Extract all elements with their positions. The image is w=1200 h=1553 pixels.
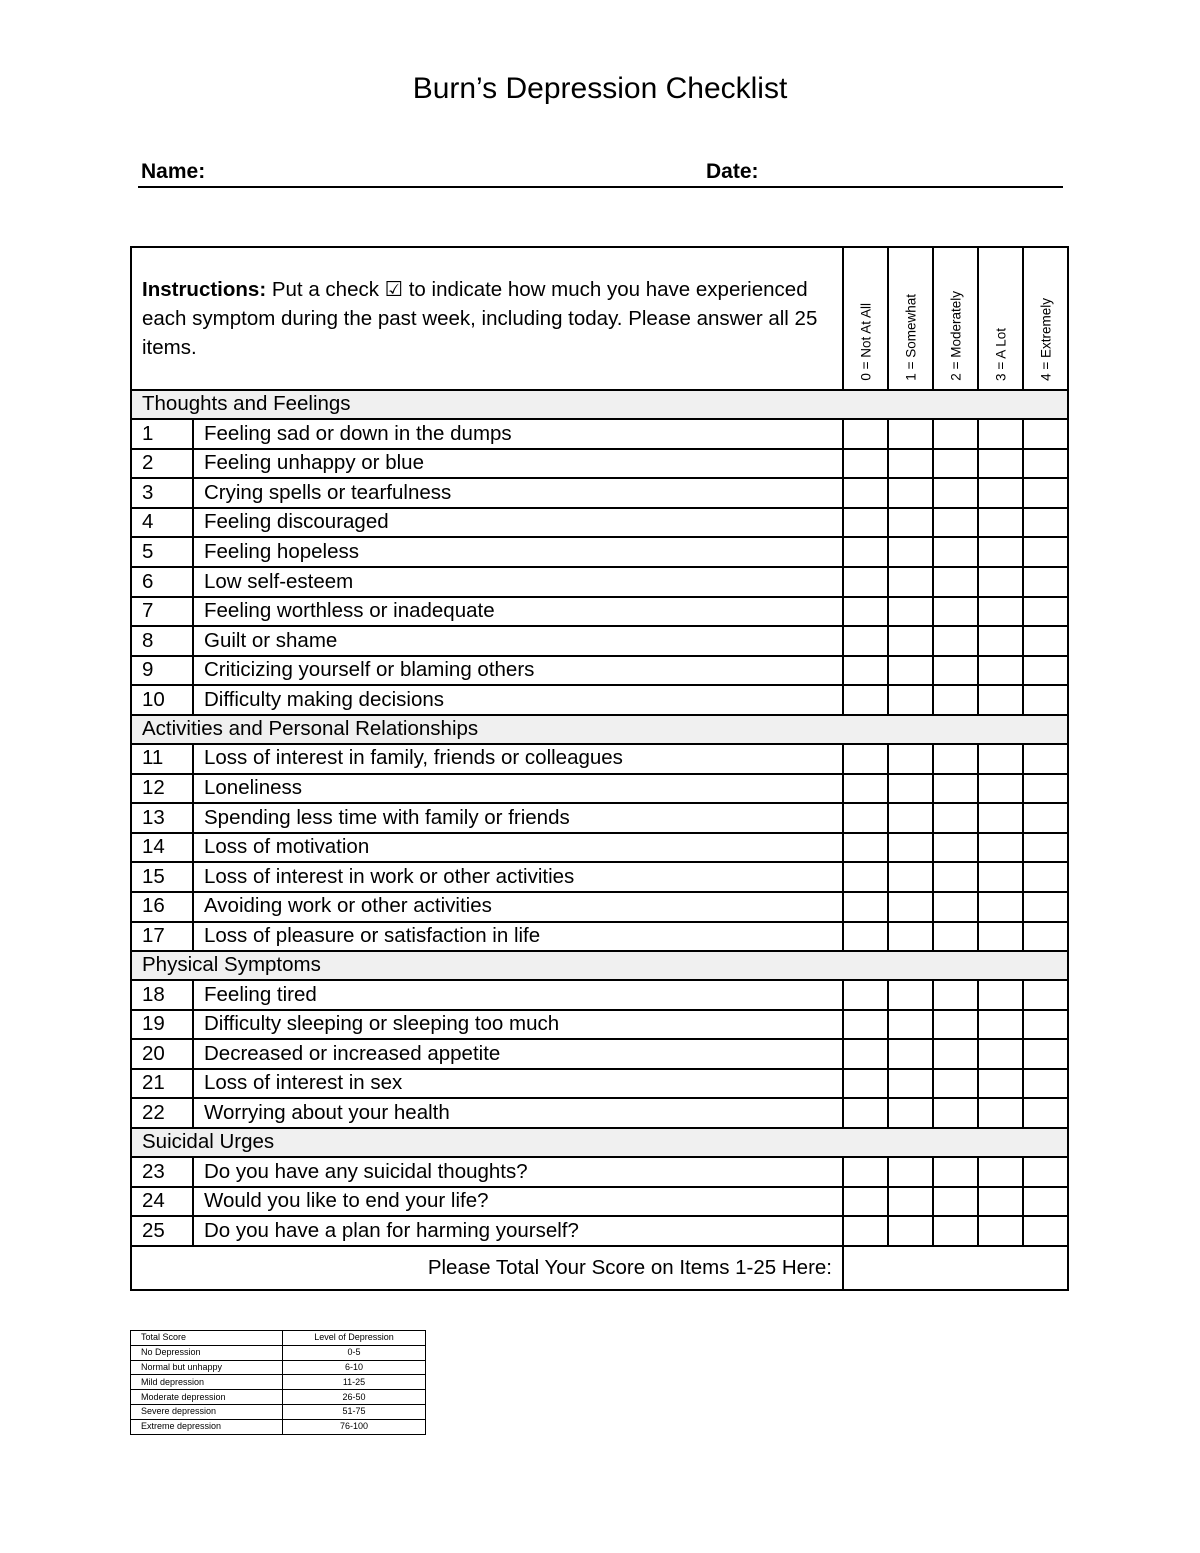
item-row xyxy=(131,537,1068,567)
score-level: Mild depression xyxy=(131,1375,283,1390)
item-text: Low self-esteem xyxy=(193,567,843,597)
section-row xyxy=(131,390,1068,419)
check-box-0[interactable] xyxy=(843,980,888,1010)
check-box-2[interactable] xyxy=(933,1216,978,1246)
item-text: Guilt or shame xyxy=(193,626,843,656)
header-row xyxy=(131,247,1068,390)
score-header-total: Total Score xyxy=(131,1331,283,1346)
instructions-cell xyxy=(131,247,843,390)
check-box-1[interactable] xyxy=(888,1039,933,1069)
check-box-1[interactable] xyxy=(888,1216,933,1246)
item-row xyxy=(131,1039,1068,1069)
score-range: 6-10 xyxy=(283,1360,426,1375)
check-box-0[interactable] xyxy=(843,626,888,656)
check-box-2[interactable] xyxy=(933,1187,978,1217)
item-text: Criticizing yourself or blaming others xyxy=(193,656,843,686)
item-number: 11 xyxy=(131,744,193,774)
item-text: Feeling discouraged xyxy=(193,508,843,538)
check-box-0[interactable] xyxy=(843,892,888,922)
check-box-3[interactable] xyxy=(978,1216,1023,1246)
name-label: Name: xyxy=(141,160,206,183)
item-row xyxy=(131,774,1068,804)
check-box-1[interactable] xyxy=(888,508,933,538)
check-box-0[interactable] xyxy=(843,744,888,774)
check-box-3[interactable] xyxy=(978,478,1023,508)
item-number: 12 xyxy=(131,774,193,804)
check-box-4[interactable] xyxy=(1023,419,1068,449)
item-text: Spending less time with family or friends xyxy=(193,803,843,833)
item-row xyxy=(131,1157,1068,1187)
item-row xyxy=(131,980,1068,1010)
check-box-0[interactable] xyxy=(843,1069,888,1099)
item-number: 8 xyxy=(131,626,193,656)
item-text: Loss of interest in family, friends or colleagues xyxy=(193,744,843,774)
check-box-1[interactable] xyxy=(888,656,933,686)
scale-label: 0 = Not At All xyxy=(857,303,873,381)
check-box-0[interactable] xyxy=(843,478,888,508)
check-box-2[interactable] xyxy=(933,1098,978,1128)
check-box-1[interactable] xyxy=(888,597,933,627)
scale-header-4 xyxy=(1023,247,1068,390)
score-range: 51-75 xyxy=(283,1404,426,1419)
check-box-4[interactable] xyxy=(1023,1069,1068,1099)
scale-label: 2 = Moderately xyxy=(947,291,963,381)
check-box-1[interactable] xyxy=(888,1157,933,1187)
item-number: 14 xyxy=(131,833,193,863)
check-box-4[interactable] xyxy=(1023,922,1068,952)
check-box-3[interactable] xyxy=(978,774,1023,804)
check-box-3[interactable] xyxy=(978,567,1023,597)
check-box-0[interactable] xyxy=(843,922,888,952)
check-box-1[interactable] xyxy=(888,449,933,479)
check-box-4[interactable] xyxy=(1023,567,1068,597)
check-box-3[interactable] xyxy=(978,1098,1023,1128)
check-box-4[interactable] xyxy=(1023,862,1068,892)
check-box-0[interactable] xyxy=(843,508,888,538)
check-box-0[interactable] xyxy=(843,1098,888,1128)
check-box-0[interactable] xyxy=(843,803,888,833)
item-row xyxy=(131,1187,1068,1217)
item-text: Worrying about your health xyxy=(193,1098,843,1128)
scale-header-1 xyxy=(888,247,933,390)
item-text: Avoiding work or other activities xyxy=(193,892,843,922)
check-box-2[interactable] xyxy=(933,803,978,833)
item-number: 23 xyxy=(131,1157,193,1187)
item-text: Feeling hopeless xyxy=(193,537,843,567)
check-box-1[interactable] xyxy=(888,419,933,449)
check-box-1[interactable] xyxy=(888,862,933,892)
item-number: 21 xyxy=(131,1069,193,1099)
item-number: 15 xyxy=(131,862,193,892)
check-box-1[interactable] xyxy=(888,685,933,715)
score-row xyxy=(131,1390,426,1405)
check-box-2[interactable] xyxy=(933,508,978,538)
item-row xyxy=(131,803,1068,833)
check-box-1[interactable] xyxy=(888,1098,933,1128)
item-row xyxy=(131,744,1068,774)
check-box-3[interactable] xyxy=(978,1010,1023,1040)
check-box-4[interactable] xyxy=(1023,537,1068,567)
check-box-1[interactable] xyxy=(888,1069,933,1099)
item-row xyxy=(131,508,1068,538)
scale-header-3 xyxy=(978,247,1023,390)
check-box-2[interactable] xyxy=(933,862,978,892)
check-box-1[interactable] xyxy=(888,980,933,1010)
check-box-0[interactable] xyxy=(843,449,888,479)
check-box-3[interactable] xyxy=(978,656,1023,686)
item-row xyxy=(131,478,1068,508)
check-box-2[interactable] xyxy=(933,419,978,449)
check-box-4[interactable] xyxy=(1023,626,1068,656)
instructions-text: Put a check ☑ to indicate how much you have experienced each symptom during the past week, including today. Please answer all 25 items. xyxy=(142,278,818,359)
item-row xyxy=(131,449,1068,479)
check-box-0[interactable] xyxy=(843,1039,888,1069)
check-box-2[interactable] xyxy=(933,1069,978,1099)
item-row xyxy=(131,567,1068,597)
item-text: Feeling worthless or inadequate xyxy=(193,597,843,627)
item-number: 25 xyxy=(131,1216,193,1246)
score-range: 0-5 xyxy=(283,1345,426,1360)
item-number: 10 xyxy=(131,685,193,715)
check-box-1[interactable] xyxy=(888,567,933,597)
date-label: Date: xyxy=(706,160,759,183)
check-box-2[interactable] xyxy=(933,656,978,686)
item-text: Crying spells or tearfulness xyxy=(193,478,843,508)
check-box-4[interactable] xyxy=(1023,685,1068,715)
page-title: Burn’s Depression Checklist xyxy=(412,72,788,105)
score-range: 11-25 xyxy=(283,1375,426,1390)
section-row xyxy=(131,715,1068,744)
section-title: Suicidal Urges xyxy=(131,1128,1068,1157)
check-box-3[interactable] xyxy=(978,803,1023,833)
check-box-4[interactable] xyxy=(1023,744,1068,774)
item-row xyxy=(131,922,1068,952)
item-row xyxy=(131,656,1068,686)
item-text: Difficulty sleeping or sleeping too much xyxy=(193,1010,843,1040)
check-box-2[interactable] xyxy=(933,892,978,922)
score-row xyxy=(131,1404,426,1419)
check-box-2[interactable] xyxy=(933,833,978,863)
total-row xyxy=(131,1246,1068,1290)
check-box-2[interactable] xyxy=(933,537,978,567)
item-number: 17 xyxy=(131,922,193,952)
check-box-4[interactable] xyxy=(1023,1157,1068,1187)
check-box-0[interactable] xyxy=(843,1187,888,1217)
item-number: 19 xyxy=(131,1010,193,1040)
section-title: Thoughts and Feelings xyxy=(131,390,1068,419)
check-box-3[interactable] xyxy=(978,626,1023,656)
check-box-4[interactable] xyxy=(1023,1039,1068,1069)
item-row xyxy=(131,685,1068,715)
check-box-1[interactable] xyxy=(888,774,933,804)
check-box-3[interactable] xyxy=(978,892,1023,922)
check-box-4[interactable] xyxy=(1023,833,1068,863)
check-box-4[interactable] xyxy=(1023,1216,1068,1246)
check-box-4[interactable] xyxy=(1023,774,1068,804)
check-box-4[interactable] xyxy=(1023,478,1068,508)
section-row xyxy=(131,1128,1068,1157)
item-number: 24 xyxy=(131,1187,193,1217)
check-box-3[interactable] xyxy=(978,862,1023,892)
check-box-0[interactable] xyxy=(843,774,888,804)
item-row xyxy=(131,1069,1068,1099)
item-text: Loss of pleasure or satisfaction in life xyxy=(193,922,843,952)
check-box-2[interactable] xyxy=(933,597,978,627)
item-row xyxy=(131,1010,1068,1040)
item-text: Difficulty making decisions xyxy=(193,685,843,715)
item-row xyxy=(131,892,1068,922)
check-box-2[interactable] xyxy=(933,478,978,508)
item-number: 2 xyxy=(131,449,193,479)
check-box-3[interactable] xyxy=(978,597,1023,627)
score-row xyxy=(131,1360,426,1375)
check-box-4[interactable] xyxy=(1023,803,1068,833)
check-box-0[interactable] xyxy=(843,597,888,627)
scale-header-2 xyxy=(933,247,978,390)
section-title: Activities and Personal Relationships xyxy=(131,715,1068,744)
check-box-1[interactable] xyxy=(888,833,933,863)
total-label: Please Total Your Score on Items 1-25 Here: xyxy=(131,1246,843,1290)
check-box-3[interactable] xyxy=(978,685,1023,715)
item-text: Feeling tired xyxy=(193,980,843,1010)
section-row xyxy=(131,951,1068,980)
check-box-2[interactable] xyxy=(933,567,978,597)
scale-label: 1 = Somewhat xyxy=(902,294,918,381)
checklist-table xyxy=(130,246,1069,1291)
item-text: Feeling unhappy or blue xyxy=(193,449,843,479)
item-number: 6 xyxy=(131,567,193,597)
item-number: 7 xyxy=(131,597,193,627)
item-number: 22 xyxy=(131,1098,193,1128)
item-row xyxy=(131,862,1068,892)
check-box-2[interactable] xyxy=(933,449,978,479)
score-row xyxy=(131,1375,426,1390)
item-text: Do you have a plan for harming yourself? xyxy=(193,1216,843,1246)
total-score-field[interactable] xyxy=(843,1246,1068,1290)
section-title: Physical Symptoms xyxy=(131,951,1068,980)
item-text: Decreased or increased appetite xyxy=(193,1039,843,1069)
item-number: 9 xyxy=(131,656,193,686)
check-box-2[interactable] xyxy=(933,1157,978,1187)
check-box-4[interactable] xyxy=(1023,1187,1068,1217)
check-box-2[interactable] xyxy=(933,922,978,952)
check-box-4[interactable] xyxy=(1023,449,1068,479)
check-box-2[interactable] xyxy=(933,685,978,715)
check-box-0[interactable] xyxy=(843,567,888,597)
check-box-2[interactable] xyxy=(933,1010,978,1040)
check-box-0[interactable] xyxy=(843,833,888,863)
check-box-3[interactable] xyxy=(978,833,1023,863)
scale-label: 4 = Extremely xyxy=(1037,298,1053,381)
check-box-4[interactable] xyxy=(1023,656,1068,686)
item-number: 16 xyxy=(131,892,193,922)
check-box-3[interactable] xyxy=(978,1039,1023,1069)
check-box-1[interactable] xyxy=(888,1010,933,1040)
scale-label: 3 = A Lot xyxy=(992,328,1008,381)
check-box-3[interactable] xyxy=(978,508,1023,538)
item-number: 3 xyxy=(131,478,193,508)
item-number: 18 xyxy=(131,980,193,1010)
check-box-1[interactable] xyxy=(888,1187,933,1217)
item-text: Feeling sad or down in the dumps xyxy=(193,419,843,449)
check-box-3[interactable] xyxy=(978,744,1023,774)
check-box-3[interactable] xyxy=(978,1157,1023,1187)
score-row xyxy=(131,1419,426,1434)
score-header-level: Level of Depression xyxy=(283,1331,426,1346)
check-box-1[interactable] xyxy=(888,922,933,952)
score-level: Moderate depression xyxy=(131,1390,283,1405)
check-box-0[interactable] xyxy=(843,862,888,892)
check-box-1[interactable] xyxy=(888,892,933,922)
check-box-1[interactable] xyxy=(888,803,933,833)
item-row xyxy=(131,597,1068,627)
check-box-0[interactable] xyxy=(843,537,888,567)
item-text: Loneliness xyxy=(193,774,843,804)
check-box-2[interactable] xyxy=(933,980,978,1010)
check-box-3[interactable] xyxy=(978,537,1023,567)
check-box-0[interactable] xyxy=(843,656,888,686)
check-box-1[interactable] xyxy=(888,626,933,656)
check-box-4[interactable] xyxy=(1023,980,1068,1010)
check-box-4[interactable] xyxy=(1023,1098,1068,1128)
check-box-3[interactable] xyxy=(978,980,1023,1010)
name-date-line[interactable] xyxy=(138,158,1063,188)
check-box-0[interactable] xyxy=(843,1010,888,1040)
check-box-0[interactable] xyxy=(843,1157,888,1187)
item-row xyxy=(131,833,1068,863)
item-number: 20 xyxy=(131,1039,193,1069)
check-box-1[interactable] xyxy=(888,537,933,567)
score-interpretation-table xyxy=(130,1330,426,1435)
item-text: Loss of interest in work or other activities xyxy=(193,862,843,892)
score-level: Extreme depression xyxy=(131,1419,283,1434)
item-text: Loss of interest in sex xyxy=(193,1069,843,1099)
score-level: No Depression xyxy=(131,1345,283,1360)
check-box-0[interactable] xyxy=(843,1216,888,1246)
check-box-0[interactable] xyxy=(843,685,888,715)
check-box-2[interactable] xyxy=(933,744,978,774)
score-header-row xyxy=(131,1331,426,1346)
score-level: Normal but unhappy xyxy=(131,1360,283,1375)
instructions-bold: Instructions: xyxy=(142,278,267,301)
item-text: Would you like to end your life? xyxy=(193,1187,843,1217)
check-box-1[interactable] xyxy=(888,478,933,508)
score-level: Severe depression xyxy=(131,1404,283,1419)
item-number: 4 xyxy=(131,508,193,538)
item-row xyxy=(131,419,1068,449)
check-box-4[interactable] xyxy=(1023,508,1068,538)
item-number: 13 xyxy=(131,803,193,833)
item-number: 5 xyxy=(131,537,193,567)
check-box-4[interactable] xyxy=(1023,892,1068,922)
check-box-4[interactable] xyxy=(1023,597,1068,627)
score-row xyxy=(131,1345,426,1360)
item-number: 1 xyxy=(131,419,193,449)
check-box-2[interactable] xyxy=(933,1039,978,1069)
check-box-2[interactable] xyxy=(933,774,978,804)
score-range: 26-50 xyxy=(283,1390,426,1405)
check-box-0[interactable] xyxy=(843,419,888,449)
scale-header-0 xyxy=(843,247,888,390)
check-box-3[interactable] xyxy=(978,449,1023,479)
item-row xyxy=(131,1098,1068,1128)
check-box-3[interactable] xyxy=(978,922,1023,952)
item-text: Do you have any suicidal thoughts? xyxy=(193,1157,843,1187)
check-box-3[interactable] xyxy=(978,1069,1023,1099)
check-box-2[interactable] xyxy=(933,626,978,656)
item-row xyxy=(131,1216,1068,1246)
check-box-1[interactable] xyxy=(888,744,933,774)
check-box-4[interactable] xyxy=(1023,1010,1068,1040)
item-text: Loss of motivation xyxy=(193,833,843,863)
score-range: 76-100 xyxy=(283,1419,426,1434)
check-box-3[interactable] xyxy=(978,419,1023,449)
check-box-3[interactable] xyxy=(978,1187,1023,1217)
item-row xyxy=(131,626,1068,656)
